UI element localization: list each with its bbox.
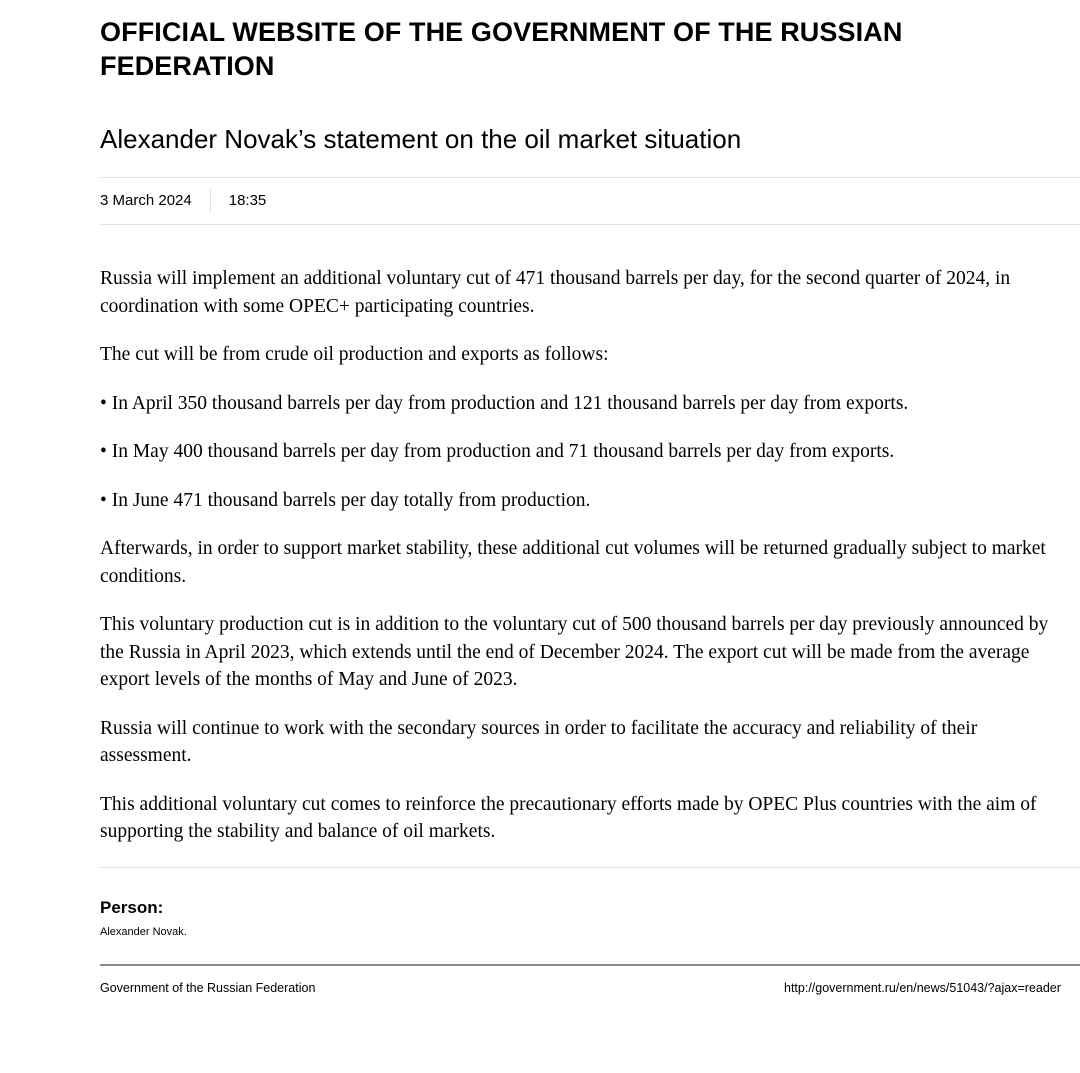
article-title: Alexander Novak’s statement on the oil market situation bbox=[100, 124, 742, 154]
article-paragraph: The cut will be from crude oil production and exports as follows: bbox=[100, 344, 609, 365]
article-list-item: • In June 471 thousand barrels per day totally from production. bbox=[100, 489, 591, 511]
print-page bbox=[100, 0, 1080, 1005]
article-list-item: • In May 400 thousand barrels per day from production and 71 thousand barrels per day from exports. bbox=[100, 441, 895, 462]
print-footer bbox=[100, 981, 1080, 1005]
site-title: OFFICIAL WEBSITE OF THE GOVERNMENT OF THE RUSSIAN FEDERATION bbox=[100, 17, 903, 81]
article-meta bbox=[100, 177, 1080, 225]
article-body bbox=[100, 265, 1070, 846]
article-list-item: • In April 350 thousand barrels per day from production and 121 thousand barrels per day from exports. bbox=[100, 392, 909, 414]
article-paragraph: Afterwards, in order to support market stability, these additional cut volumes will be returned gradually subject to market conditions. bbox=[100, 538, 1046, 587]
article-date: 3 March 2024 bbox=[100, 189, 211, 213]
article-paragraph: Russia will implement an additional voluntary cut of 471 thousand barrels per day, for the second quarter of 2024, in coordination with some OPEC+ participating countries. bbox=[100, 268, 1011, 317]
footer-url: http://government.ru/en/news/51043/?ajax=reader bbox=[784, 980, 1061, 995]
footer-divider bbox=[100, 964, 1080, 966]
person-name[interactable]: Alexander Novak. bbox=[100, 925, 187, 938]
section-divider bbox=[100, 867, 1080, 868]
person-label: Person: bbox=[100, 897, 164, 917]
article-paragraph: Russia will continue to work with the secondary sources in order to facilitate the accuracy and reliability of their assessment. bbox=[100, 717, 978, 766]
article-paragraph: This voluntary production cut is in addition to the voluntary cut of 500 thousand barrels per day previously announced by the Russia in April 2023, which extends until the end of December 2024. The export cut will be made from the average export levels of the months of May and June of 2023. bbox=[100, 614, 1049, 690]
footer-site-name: Government of the Russian Federation bbox=[100, 980, 316, 995]
article-time: 18:35 bbox=[228, 192, 267, 209]
article-paragraph: This additional voluntary cut comes to reinforce the precautionary efforts made by OPEC Plus countries with the aim of supporting the stability and balance of oil markets. bbox=[100, 793, 1037, 842]
